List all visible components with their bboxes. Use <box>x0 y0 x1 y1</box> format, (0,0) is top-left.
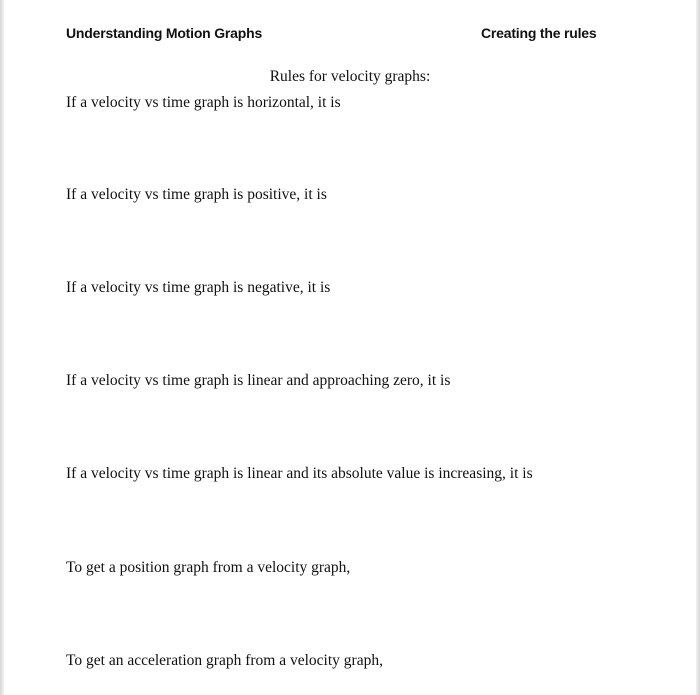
rule-approaching-zero: If a velocity vs time graph is linear and approaching zero, it is <box>66 372 451 389</box>
page-left-edge <box>0 0 4 695</box>
rule-horizontal: If a velocity vs time graph is horizontal, it is <box>66 94 341 111</box>
header-title: Understanding Motion Graphs <box>66 25 263 41</box>
rule-negative: If a velocity vs time graph is negative, it is <box>66 279 331 296</box>
rule-absolute-increasing: If a velocity vs time graph is linear and its absolute value is increasing, it is <box>66 465 533 482</box>
page-right-edge <box>696 0 700 695</box>
rule-acceleration-graph: To get an acceleration graph from a velocity graph, <box>66 652 383 669</box>
header-subtitle: Creating the rules <box>481 25 597 41</box>
rule-position-graph: To get a position graph from a velocity graph, <box>66 559 351 576</box>
section-title: Rules for velocity graphs: <box>269 68 431 85</box>
rule-positive: If a velocity vs time graph is positive, it is <box>66 186 327 203</box>
